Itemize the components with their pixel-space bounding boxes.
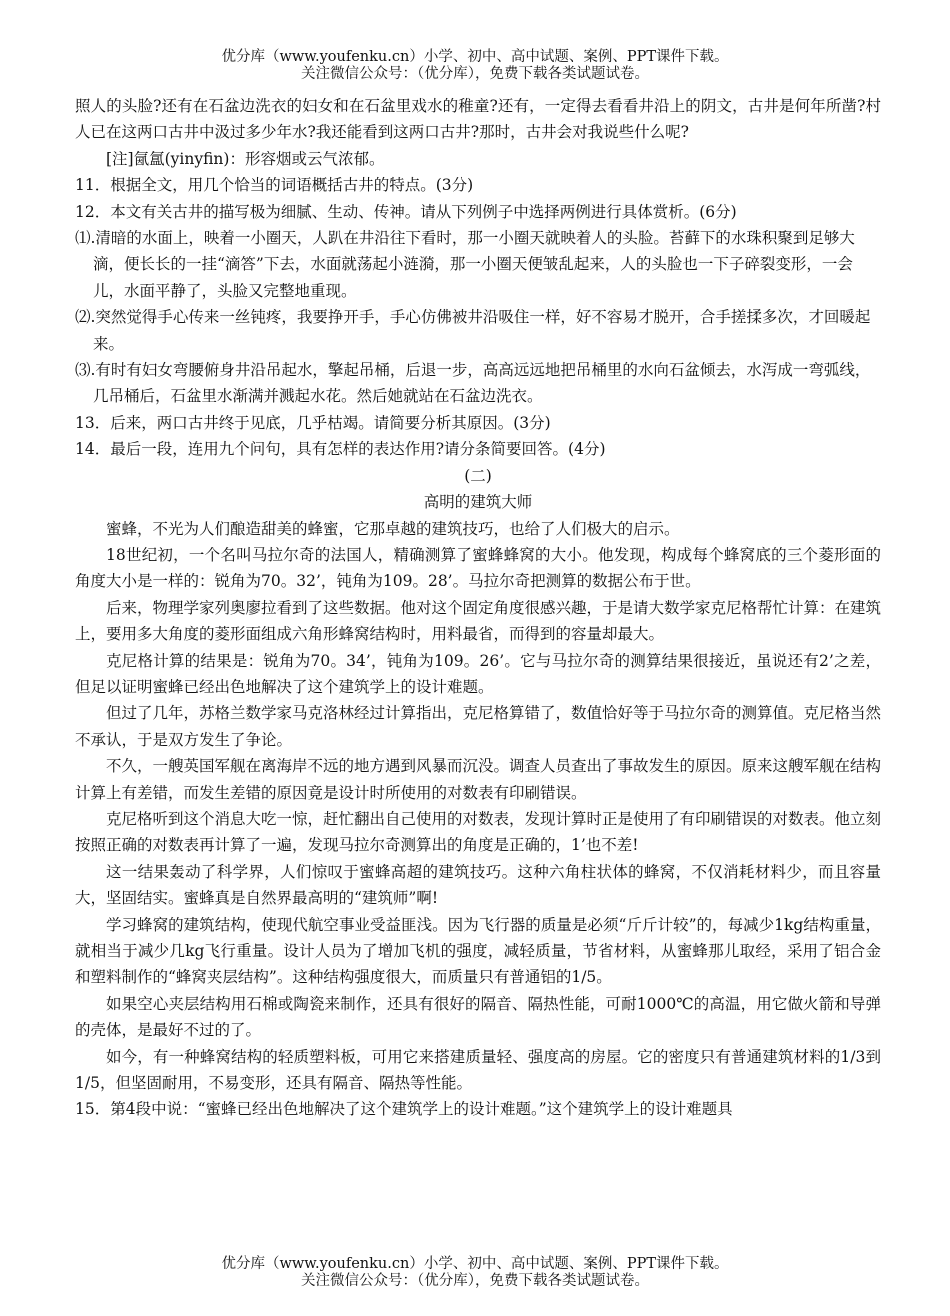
- article-paragraph: 18世纪初，一个名叫马拉尔奇的法国人，精确测算了蜜蜂蜂窝的大小。他发现，构成每个蜂窝底的三个菱形面的角度大小是一样的：锐角为70。32’，钝角为109。28’。马拉尔奇把测算的数据公布于世。: [75, 545, 881, 591]
- article-paragraph: 蜜蜂，不光为人们酿造甜美的蜂蜜，它那卓越的建筑技巧，也给了人们极大的启示。: [106, 519, 680, 538]
- annotation-note: [注]氤氲(yinyfin)：形容烟或云气浓郁。: [106, 149, 385, 168]
- question-12-option-2: ⑵.突然觉得手心传来一丝钝疼，我要挣开手，手心仿佛被井沿吸住一样，好不容易才脱开，合手搓揉多次，才回暖起来。: [75, 308, 871, 353]
- page-header: [0, 49, 950, 83]
- header-line-1: 优分库（www.youfenku.cn）小学、初中、高中试题、案例、PPT课件下载。: [221, 49, 729, 65]
- section-number: (二): [464, 466, 492, 485]
- question-11: 11．根据全文，用几个恰当的词语概括古井的特点。(3分): [75, 176, 474, 195]
- article-title: 高明的建筑大师: [423, 493, 533, 512]
- question-15: 15．第4段中说：“蜜蜂已经出色地解决了这个建筑学上的设计难题。”这个建筑学上的设计难题具: [75, 1100, 733, 1119]
- article-paragraph: 这一结果轰动了科学界，人们惊叹于蜜蜂高超的建筑技巧。这种六角柱状体的蜂窝，不仅消耗材料少，而且容量大，坚固结实。蜜蜂真是自然界最高明的“建筑师”啊!: [75, 862, 881, 908]
- header-line-2: 关注微信公众号：（优分库），免费下载各类试题试卷。: [301, 66, 649, 82]
- article-paragraph: 学习蜂窝的建筑结构，使现代航空事业受益匪浅。因为飞行器的质量是必须“斤斤计较”的，每减少1kg结构重量，就相当于减少几kg飞行重量。设计人员为了增加飞机的强度，减轻质量，节省材料，从蜜蜂那儿取经，采用了铝合金和塑料制作的“蜂窝夹层结构”。这种结构强度很大，而质量只有普通铝的1/5。: [75, 915, 881, 987]
- article-paragraph: 克尼格计算的结果是：锐角为70。34’，钝角为109。26’。它与马拉尔奇的测算结果很接近，虽说还有2’之差，但足以证明蜜蜂已经出色地解决了这个建筑学上的设计难题。: [75, 651, 881, 696]
- question-12-option-3: ⑶.有时有妇女弯腰俯身井沿吊起水，擎起吊桶，后退一步，高高远远地把吊桶里的水向石盆倾去，水泻成一弯弧线，几吊桶后，石盆里水渐满并溅起水花。然后她就站在石盆边洗衣。: [75, 361, 871, 406]
- article-paragraph: 克尼格听到这个消息大吃一惊，赶忙翻出自己使用的对数表，发现计算时正是使用了有印刷错误的对数表。他立刻按照正确的对数表再计算了一遍，发现马拉尔奇测算出的角度是正确的，1’也不差!: [75, 809, 882, 855]
- article-paragraph: 如今，有一种蜂窝结构的轻质塑料板，可用它来搭建质量轻、强度高的房屋。它的密度只有普通建筑材料的1/3到1/5，但坚固耐用，不易变形，还具有隔音、隔热等性能。: [75, 1047, 881, 1093]
- article-paragraph: 不久，一艘英国军舰在离海岸不远的地方遇到风暴而沉没。调查人员查出了事故发生的原因。原来这艘军舰在结构计算上有差错，而发生差错的原因竟是设计时所使用的对数表有印刷错误。: [75, 757, 882, 802]
- article-paragraph: 后来，物理学家列奥廖拉看到了这些数据。他对这个固定角度很感兴趣，于是请大数学家克尼格帮忙计算：在建筑上，要用多大角度的菱形面组成六角形蜂窝结构时，用料最省，而得到的容量却最大。: [75, 598, 882, 644]
- article-paragraph: 但过了几年，苏格兰数学家马克洛林经过计算指出，克尼格算错了，数值恰好等于马拉尔奇的测算值。克尼格当然不承认，于是双方发生了争论。: [75, 704, 882, 749]
- page-footer: [0, 1256, 950, 1290]
- question-13: 13．后来，两口古井终于见底，几乎枯竭。请简要分析其原因。(3分): [75, 413, 551, 432]
- document-body: [75, 93, 881, 1123]
- footer-line-1: 优分库（www.youfenku.cn）小学、初中、高中试题、案例、PPT课件下载。: [221, 1256, 729, 1272]
- question-12: 12．本文有关古井的描写极为细腻、生动、传神。请从下列例子中选择两例进行具体赏析。(6分): [75, 202, 737, 221]
- footer-line-2: 关注微信公众号：（优分库），免费下载各类试题试卷。: [301, 1273, 649, 1289]
- question-14: 14．最后一段，连用九个问句，具有怎样的表达作用?请分条简要回答。(4分): [75, 440, 606, 459]
- story-ending-paragraph: 照人的头脸?还有在石盆边洗衣的妇女和在石盆里戏水的稚童?还有，一定得去看看井沿上的阴文，古井是何年所凿?村人已在这两口古井中汲过多少年水?我还能看到这两口古井?那时，古井会对我说些什么呢?: [75, 97, 881, 142]
- question-12-option-1: ⑴.清暗的水面上，映着一小圈天，人趴在井沿往下看时，那一小圈天就映着人的头脸。苔藓下的水珠积聚到足够大滴，便长长的一挂“滴答”下去，水面就荡起小涟漪，那一小圈天便皱乱起来，人的头脸也一下子碎裂变形，一会儿，水面平静了，头脸又完整地重现。: [75, 229, 855, 300]
- article-paragraph: 如果空心夹层结构用石棉或陶瓷来制作，还具有很好的隔音、隔热性能，可耐1000℃的高温，用它做火箭和导弹的壳体，是最好不过的了。: [75, 994, 881, 1040]
